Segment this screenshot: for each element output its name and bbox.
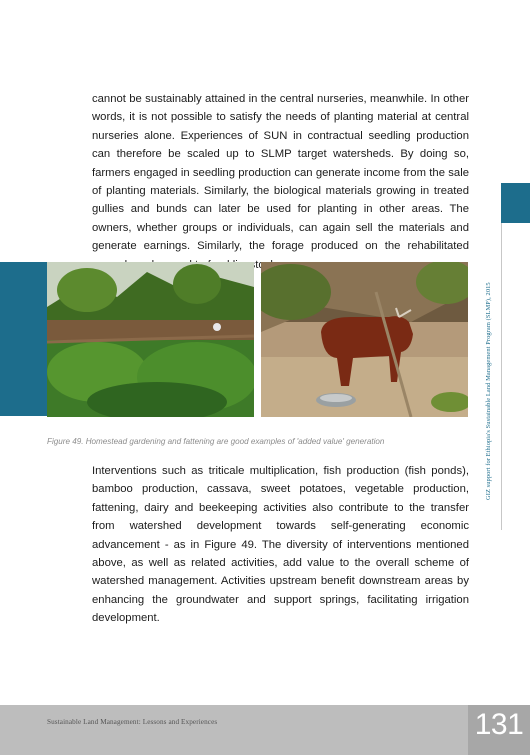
homestead-garden-photo (47, 262, 254, 417)
footer-title: Sustainable Land Management: Lessons and Experiences (47, 718, 218, 726)
side-divider (501, 223, 502, 530)
figure-accent-bar (0, 262, 47, 416)
body-paragraph-1: cannot be sustainably attained in the central nurseries, meanwhile. In other words, it is not possible to satisfy the needs of planting material at central nurseries alone. Experiences of SUN in contractual seedling production can therefore be scaled up to SLMP target watersheds. By doing so, farmers engaged in seedling production can generate income from the sale of planting materials. Similarly, the biological materials growing in treated gullies and bunds can later be used for planting in other areas. The owners, whether groups or individuals, can again sell the materials and generate earnings. Similarly, the forage produced on the rehabilitated livestock. (92, 93, 469, 271)
figure-caption: Figure 49. Homestead gardening and fattening are good examples of 'added value' generation (47, 437, 385, 446)
footer-band (0, 705, 530, 755)
cattle-fattening-photo (261, 262, 468, 417)
side-running-header: GIZ support for Ethiopia's Sustainable Land Management Program (SLMP), 2015 (485, 282, 492, 500)
section-tab-marker (501, 183, 530, 223)
page-number: 131 (474, 708, 524, 741)
body-paragraph-2: Interventions such as triticale multiplication, fish production (fish ponds), bamboo production, cassava, sweet potatoes, vegetable production, fattening, dairy and beekeeping activities also contribute to the transfer from watershed development towards self-generating economic advancement - as in Figure 49. The diversity of interventions mentioned above, as well as related activities, add value to the overall scheme of watershed management. Activities upstream benefit downstream areas by enhancing the groundwater and support springs, facilitating irrigation development. (92, 465, 469, 625)
